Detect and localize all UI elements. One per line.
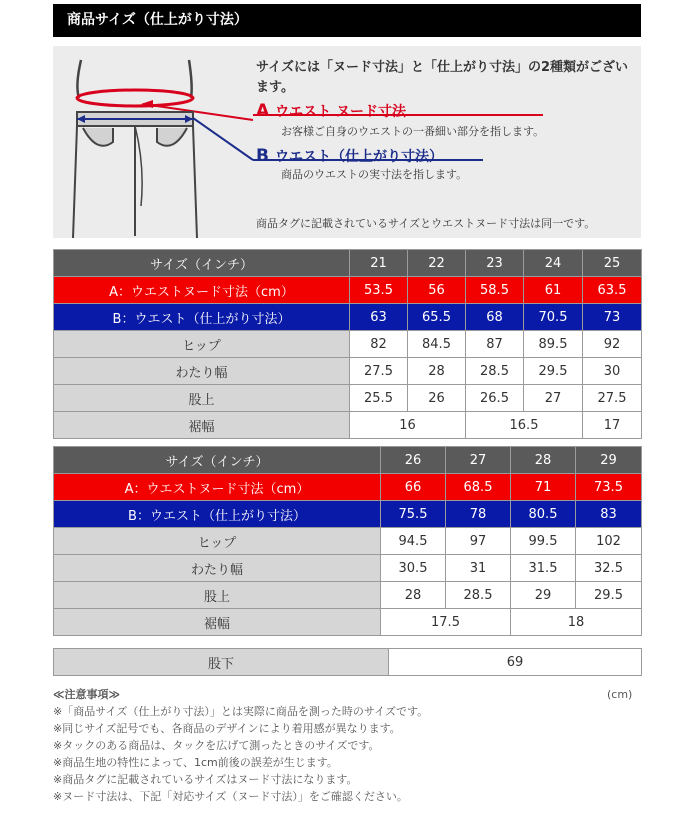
hip-cell: 102 <box>576 528 642 555</box>
rise-row-label: 股上 <box>54 582 381 609</box>
size-cell: 29 <box>576 447 642 474</box>
rise-cell: 29 <box>511 582 576 609</box>
nude-waist-row-label: A：ウエストヌード寸法（cm） <box>54 474 381 501</box>
size-intro-text: サイズには「ヌード寸法」と「仕上がり寸法」の2種類がございます。 <box>256 60 629 95</box>
nude-waist-cell: 53.5 <box>350 277 408 304</box>
note-item: ※同じサイズ記号でも、各商品のデザインにより着用感が異なります。 <box>53 722 401 735</box>
hip-cell: 99.5 <box>511 528 576 555</box>
size-cell: 22 <box>408 250 466 277</box>
hip-cell: 92 <box>583 331 642 358</box>
hip-cell: 94.5 <box>381 528 446 555</box>
notes-heading: ≪注意事項≫ <box>53 688 121 701</box>
table-row <box>54 501 642 528</box>
nude-waist-cell: 71 <box>511 474 576 501</box>
nude-waist-cell: 63.5 <box>583 277 642 304</box>
rise-cell: 25.5 <box>350 385 408 412</box>
table-row <box>54 304 642 331</box>
size-header-label: サイズ（インチ） <box>54 250 350 277</box>
inseam-value: 69 <box>389 649 642 676</box>
hip-row-label: ヒップ <box>54 528 381 555</box>
thigh-cell: 28 <box>408 358 466 385</box>
hip-cell: 89.5 <box>524 331 583 358</box>
thigh-cell: 30.5 <box>381 555 446 582</box>
section-title: 商品サイズ（仕上がり寸法） <box>67 12 248 28</box>
note-item: ※タックのある商品は、タックを広げて測ったときのサイズです。 <box>53 739 380 752</box>
hip-cell: 87 <box>466 331 524 358</box>
b-letter: B <box>256 146 269 166</box>
note-item: ※商品生地の特性によって、1cm前後の誤差が生じます。 <box>53 756 338 769</box>
thigh-cell: 31.5 <box>511 555 576 582</box>
hem-cell: 17.5 <box>381 609 511 636</box>
hip-cell: 84.5 <box>408 331 466 358</box>
rise-cell: 29.5 <box>576 582 642 609</box>
size-cell: 27 <box>446 447 511 474</box>
table-row <box>54 385 642 412</box>
section-title-bar <box>53 4 641 37</box>
table-row <box>54 582 642 609</box>
inseam-table <box>53 648 642 676</box>
rise-cell: 28 <box>381 582 446 609</box>
table-row <box>54 331 642 358</box>
note-item: ※商品タグに記載されているサイズはヌード寸法になります。 <box>53 773 358 786</box>
notes-section <box>53 686 641 805</box>
finished-waist-cell: 73 <box>583 304 642 331</box>
size-header-label: サイズ（インチ） <box>54 447 381 474</box>
finished-waist-cell: 68 <box>466 304 524 331</box>
hip-row-label: ヒップ <box>54 331 350 358</box>
hem-row-label: 裾幅 <box>54 609 381 636</box>
finished-waist-row-label: B：ウエスト（仕上がり寸法） <box>54 304 350 331</box>
size-cell: 26 <box>381 447 446 474</box>
table-row <box>54 358 642 385</box>
finished-waist-cell: 65.5 <box>408 304 466 331</box>
size-cell: 24 <box>524 250 583 277</box>
table-row <box>54 447 642 474</box>
rise-cell: 26 <box>408 385 466 412</box>
note-item: ※ヌード寸法は、下記「対応サイズ（ヌード寸法）」をご確認ください。 <box>53 790 408 803</box>
nude-waist-cell: 58.5 <box>466 277 524 304</box>
finished-waist-cell: 80.5 <box>511 501 576 528</box>
table-row <box>54 277 642 304</box>
a-letter: A <box>256 101 270 121</box>
thigh-cell: 29.5 <box>524 358 583 385</box>
table-row <box>54 474 642 501</box>
size-cell: 23 <box>466 250 524 277</box>
rise-cell: 27.5 <box>583 385 642 412</box>
table-row <box>54 250 642 277</box>
rise-cell: 27 <box>524 385 583 412</box>
finished-waist-cell: 70.5 <box>524 304 583 331</box>
hem-row-label: 裾幅 <box>54 412 350 439</box>
finished-waist-cell: 83 <box>576 501 642 528</box>
rise-cell: 26.5 <box>466 385 524 412</box>
nude-waist-title <box>256 101 406 121</box>
a-title-text: ウエスト ヌード寸法 <box>275 104 407 120</box>
hem-cell: 16 <box>350 412 466 439</box>
finished-waist-title <box>256 146 443 166</box>
nude-waist-cell: 56 <box>408 277 466 304</box>
rise-cell: 28.5 <box>446 582 511 609</box>
hip-cell: 82 <box>350 331 408 358</box>
finished-waist-description: 商品のウエストの実寸法を指します。 <box>281 168 468 181</box>
inseam-label: 股下 <box>54 649 389 676</box>
finished-waist-cell: 78 <box>446 501 511 528</box>
finished-waist-row-label: B：ウエスト（仕上がり寸法） <box>54 501 381 528</box>
table-row <box>54 528 642 555</box>
thigh-row-label: わたり幅 <box>54 555 381 582</box>
hem-cell: 16.5 <box>466 412 583 439</box>
size-table-21-25 <box>53 249 642 439</box>
thigh-cell: 30 <box>583 358 642 385</box>
b-title-text: ウエスト（仕上がり寸法） <box>274 149 443 165</box>
hem-cell: 17 <box>583 412 642 439</box>
rise-row-label: 股上 <box>54 385 350 412</box>
hip-cell: 97 <box>446 528 511 555</box>
table-row <box>54 412 642 439</box>
unit-label: (cm) <box>607 688 633 701</box>
tag-size-note: 商品タグに記載されているサイズとウエストヌード寸法は同一です。 <box>256 217 596 230</box>
nude-waist-cell: 61 <box>524 277 583 304</box>
table-row <box>54 609 642 636</box>
finished-waist-cell: 75.5 <box>381 501 446 528</box>
thigh-cell: 27.5 <box>350 358 408 385</box>
thigh-row-label: わたり幅 <box>54 358 350 385</box>
thigh-cell: 31 <box>446 555 511 582</box>
size-cell: 28 <box>511 447 576 474</box>
table-row <box>54 649 642 676</box>
nude-waist-cell: 68.5 <box>446 474 511 501</box>
thigh-cell: 32.5 <box>576 555 642 582</box>
size-table-26-29 <box>53 446 642 636</box>
nude-waist-cell: 66 <box>381 474 446 501</box>
finished-waist-cell: 63 <box>350 304 408 331</box>
table-row <box>54 555 642 582</box>
nude-waist-description: お客様ご自身のウエストの一番細い部分を指します。 <box>281 125 545 138</box>
note-item: ※「商品サイズ（仕上がり寸法）」とは実際に商品を測った時のサイズです。 <box>53 705 429 718</box>
size-cell: 25 <box>583 250 642 277</box>
hem-cell: 18 <box>511 609 642 636</box>
size-cell: 21 <box>350 250 408 277</box>
nude-waist-row-label: A：ウエストヌード寸法（cm） <box>54 277 350 304</box>
thigh-cell: 28.5 <box>466 358 524 385</box>
nude-waist-cell: 73.5 <box>576 474 642 501</box>
